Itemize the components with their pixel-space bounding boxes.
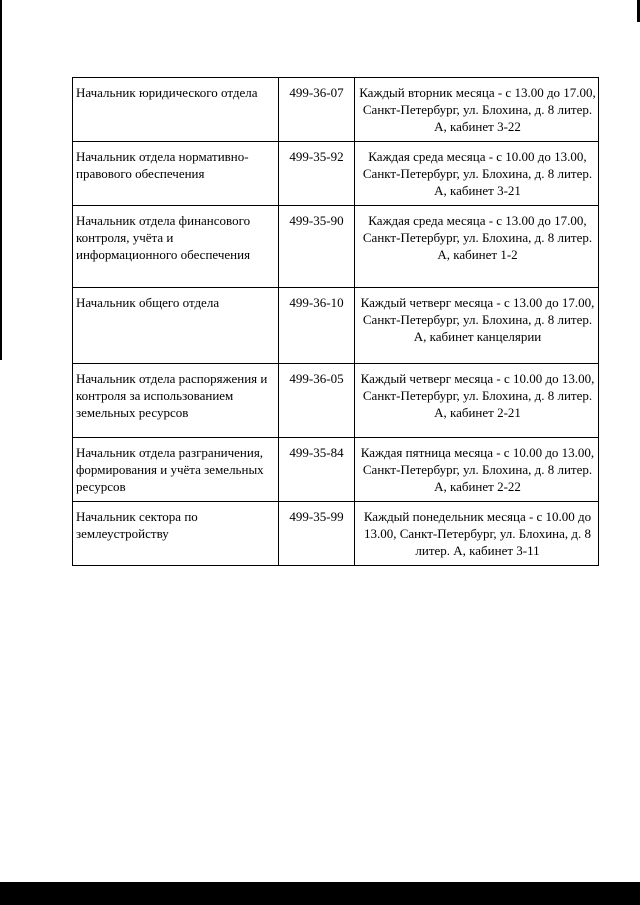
schedule-cell: Каждая среда месяца - с 10.00 до 13.00, Санкт-Петербург, ул. Блохина, д. 8 литер. А, кабинет 3-21 <box>355 142 599 206</box>
table-row <box>73 142 599 206</box>
phone-cell: 499-35-99 <box>279 502 355 566</box>
position-cell: Начальник отдела распоряжения и контроля за использованием земельных ресурсов <box>73 364 279 438</box>
table-row <box>73 78 599 142</box>
position-cell: Начальник юридического отдела <box>73 78 279 142</box>
reception-schedule-table <box>72 77 599 566</box>
position-cell: Начальник сектора по землеустройству <box>73 502 279 566</box>
position-cell: Начальник отдела нормативно-правового обеспечения <box>73 142 279 206</box>
phone-cell: 499-36-05 <box>279 364 355 438</box>
position-cell: Начальник отдела финансового контроля, учёта и информационного обеспечения <box>73 206 279 288</box>
phone-cell: 499-36-10 <box>279 288 355 364</box>
table-row <box>73 438 599 502</box>
schedule-cell: Каждый четверг месяца - с 10.00 до 13.00, Санкт-Петербург, ул. Блохина, д. 8 литер. А, кабинет 2-21 <box>355 364 599 438</box>
phone-cell: 499-35-92 <box>279 142 355 206</box>
schedule-cell: Каждая среда месяца - с 13.00 до 17.00, Санкт-Петербург, ул. Блохина, д. 8 литер. А, кабинет 1-2 <box>355 206 599 288</box>
phone-cell: 499-36-07 <box>279 78 355 142</box>
table-row <box>73 502 599 566</box>
schedule-cell: Каждая пятница месяца - с 10.00 до 13.00, Санкт-Петербург, ул. Блохина, д. 8 литер. А, кабинет 2-22 <box>355 438 599 502</box>
schedule-cell: Каждый четверг месяца - с 13.00 до 17.00, Санкт-Петербург, ул. Блохина, д. 8 литер. А, кабинет канцелярии <box>355 288 599 364</box>
scan-bottom-bar <box>0 882 640 905</box>
table-row <box>73 288 599 364</box>
position-cell: Начальник отдела разграничения, формирования и учёта земельных ресурсов <box>73 438 279 502</box>
table-row <box>73 364 599 438</box>
table-row <box>73 206 599 288</box>
schedule-cell: Каждый вторник месяца - с 13.00 до 17.00, Санкт-Петербург, ул. Блохина, д. 8 литер. А, кабинет 3-22 <box>355 78 599 142</box>
phone-cell: 499-35-84 <box>279 438 355 502</box>
schedule-cell: Каждый понедельник месяца - с 10.00 до 13.00, Санкт-Петербург, ул. Блохина, д. 8 литер. А, кабинет 3-11 <box>355 502 599 566</box>
position-cell: Начальник общего отдела <box>73 288 279 364</box>
scan-edge-left <box>0 0 2 360</box>
phone-cell: 499-35-90 <box>279 206 355 288</box>
